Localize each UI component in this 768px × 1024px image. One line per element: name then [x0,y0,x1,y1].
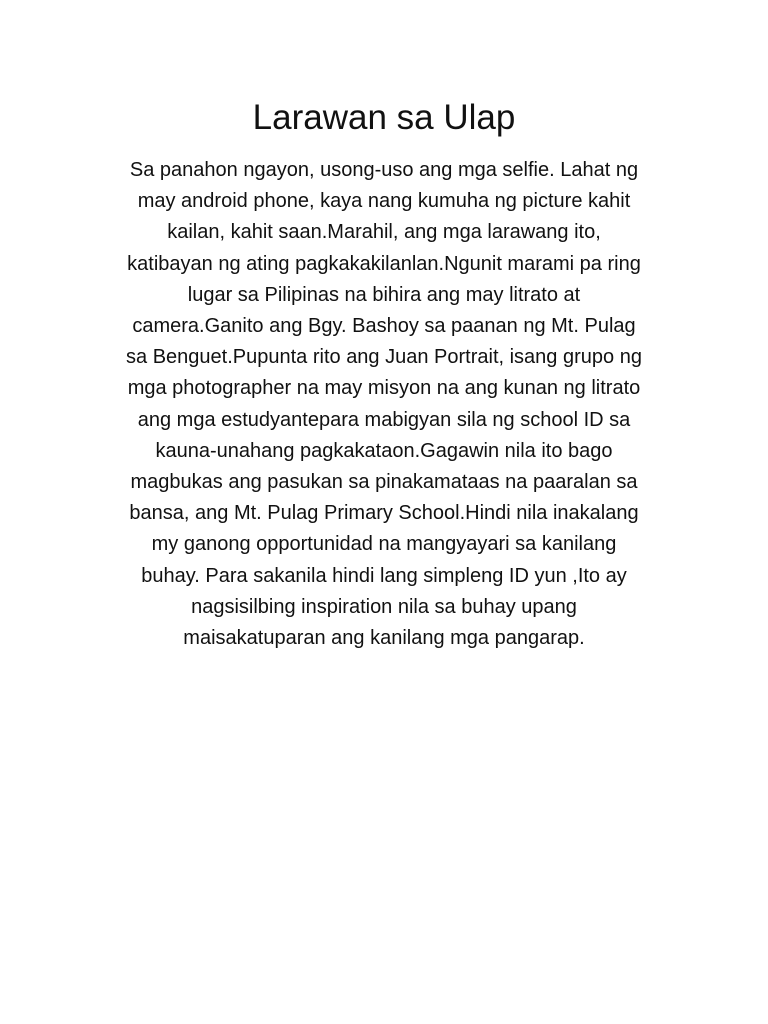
body-line: Sa panahon ngayon, usong-uso ang mga selfie. Lahat ng [129,159,639,181]
body-line: sa Benguet.Pupunta rito ang Juan Portrait, isang grupo ng [126,346,642,369]
document-title: Larawan sa Ulap [252,98,516,137]
body-line: maisakatuparan ang kanilang mga pangarap. [183,627,585,650]
body-line: mga photographer na may misyon na ang kunan ng litrato [127,377,641,400]
body-line: katibayan ng ating pagkakakilanlan.Ngunit marami pa ring [127,252,641,275]
body-line: kailan, kahit saan.Marahil, ang mga larawang ito, [167,221,601,244]
body-line: camera.Ganito ang Bgy. Bashoy sa paanan ng Mt. Pulag [132,315,636,338]
body-line: nagsisilbing inspiration nila sa buhay upang [191,595,577,618]
body-line: may android phone, kaya nang kumuha ng picture kahit [137,190,631,213]
body-line: bansa, ang Mt. Pulag Primary School.Hindi nila inakalang [129,502,639,525]
body-line: my ganong opportunidad na mangyayari sa kanilang [151,533,617,556]
body-line: magbukas ang pasukan sa pinakamataas na paaralan sa [130,471,638,494]
document-body [84,155,684,654]
body-line: lugar sa Pilipinas na bihira ang may litrato at [187,283,581,306]
body-line: buhay. Para sakanila hindi lang simpleng ID yun ,Ito ay [141,564,627,587]
body-line: ang mga estudyantepara mabigyan sila ng school ID sa [137,408,631,431]
body-line: kauna-unahang pagkakataon.Gagawin nila ito bago [155,439,613,462]
